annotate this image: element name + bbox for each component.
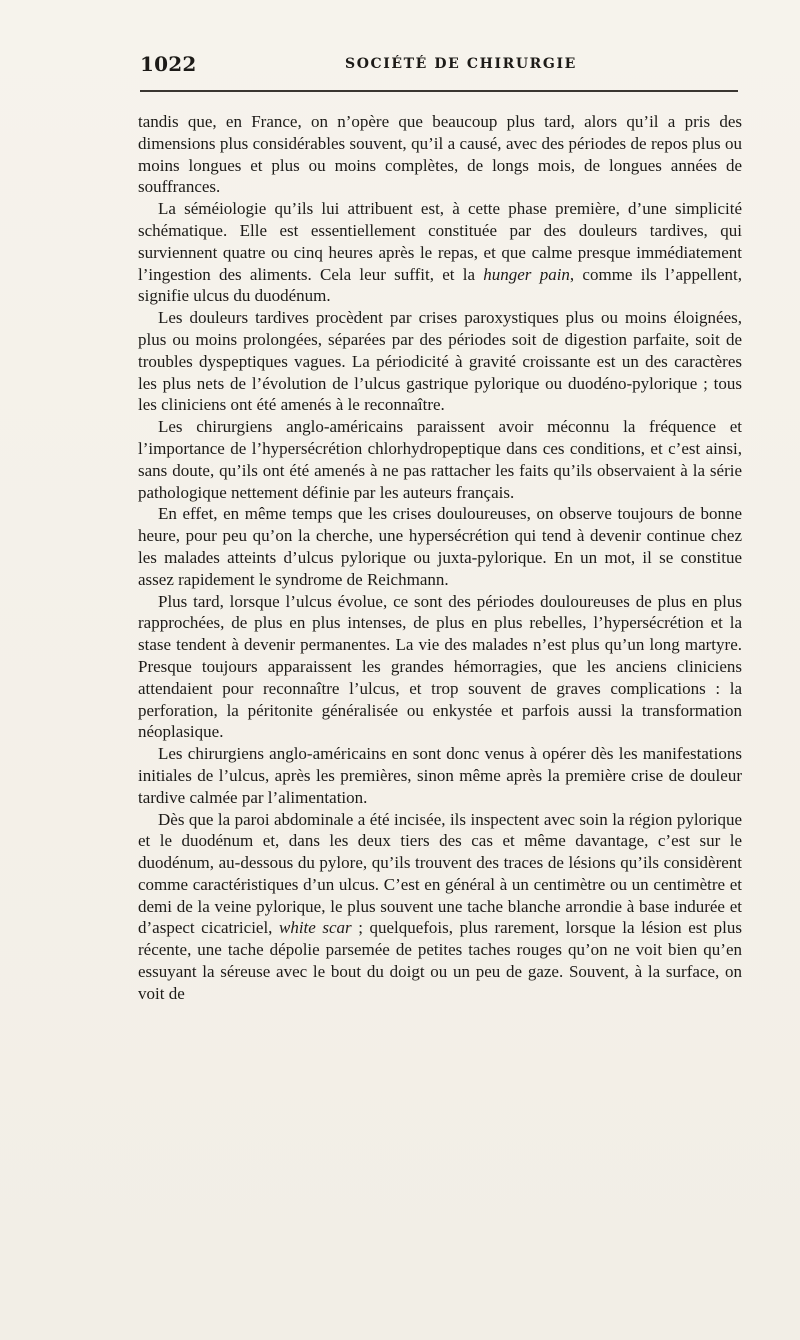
paragraph: tandis que, en France, on n’opère que beaucoup plus tard, alors qu’il a pris des dimensions plus considérables souvent, qu’il a causé, avec des périodes de repos plus ou moins longues et plus ou moins complètes, de longs mois, de longues années de souffrances. — [138, 112, 742, 197]
paragraph: Les chirurgiens anglo-américains en sont donc venus à opérer dès les manifestations initiales de l’ulcus, après les premières, sinon même après la première crise de douleur tardive calmée par l’alimentation. — [138, 744, 742, 807]
header-rule — [140, 90, 738, 92]
italic-term: white scar — [278, 918, 352, 938]
paragraph-text: ; quelquefois, plus rarement, lorsque la lésion est plus récente, une tache dépolie parsemée de petites taches rouges qu’on ne voit bien qu’en essuyant la séreuse avec le bout du doigt ou un peu de gaze. Souvent, à la surface, on voit de — [138, 918, 742, 1003]
body-text — [138, 111, 742, 1005]
page-number: 1022 — [140, 52, 197, 76]
paragraph: Les chirurgiens anglo-américains paraissent avoir méconnu la fréquence et l’importance de l’hypersécrétion chlorhydropeptique dans ces conditions, et c’est ainsi, sans doute, qu’ils ont été amenés à ne pas rattacher les faits qu’ils observaient à la série pathologique nettement définie par les auteurs français. — [138, 417, 742, 502]
italic-term: hunger pain — [483, 264, 570, 284]
paragraph: En effet, en même temps que les crises douloureuses, on observe toujours de bonne heure, pour peu qu’on la cherche, une hypersécrétion qui tend à devenir continue chez les malades atteints d’ulcus pylorique ou juxta-pylorique. En un mot, il se constitue assez rapidement le syndrome de Reichmann. — [138, 504, 742, 589]
paragraph — [138, 198, 742, 307]
paragraph — [138, 809, 742, 1005]
paragraph: Les douleurs tardives procèdent par crises paroxystiques plus ou moins éloignées, plus ou moins prolongées, séparées par des périodes soit de digestion parfaite, soit de troubles dyspeptiques vagues. La périodicité à gravité croissante est un des caractères les plus nets de l’évolution de l’ulcus gastrique pylorique ou duodéno-pylorique ; tous les cliniciens ont été amenés à le reconnaître. — [138, 308, 742, 415]
paragraph: Plus tard, lorsque l’ulcus évolue, ce sont des périodes douloureuses de plus en plus rapprochées, de plus en plus intenses, de plus en plus rebelles, l’hypersécrétion et la stase tendent à devenir permanentes. La vie des malades n’est plus qu’un long martyre. Presque toujours apparaissent les grandes hémorragies, que les anciens cliniciens attendaient pour reconnaître l’ulcus, et trop souvent de graves complications : la perforation, la péritonite généralisée ou enkystée et parfois aussi la transformation néoplasique. — [138, 591, 742, 742]
paragraph-text: La séméiologie qu’ils lui attribuent est, à cette phase première, d’une simplicité schématique. Elle est essentiellement constituée par des douleurs tardives, qui surviennent quatre ou cinq heures après le repas, et que calme presque immédiatement l’ingestion des aliments. Cela leur suffit, et la — [138, 199, 742, 284]
running-title: SOCIÉTÉ DE CHIRURGIE — [345, 56, 577, 72]
paragraph-text: , comme ils l’appellent, signifie ulcus du duodénum. — [138, 264, 742, 306]
paragraph-text: Dès que la paroi abdominale a été incisée, ils inspectent avec soin la région pylorique et le duodénum et, dans les deux tiers des cas et même davantage, c’est sur le duodénum, au-dessous du pylore, qu’ils trouvent des traces de lésions qu’ils considèrent comme caractéristiques d’un ulcus. C’est en général à un centimètre ou un centimètre et demi de la veine pylorique, le plus souvent une tache blanche arrondie à base indurée et d’aspect cicatriciel, — [138, 809, 742, 938]
page-header — [140, 52, 738, 76]
